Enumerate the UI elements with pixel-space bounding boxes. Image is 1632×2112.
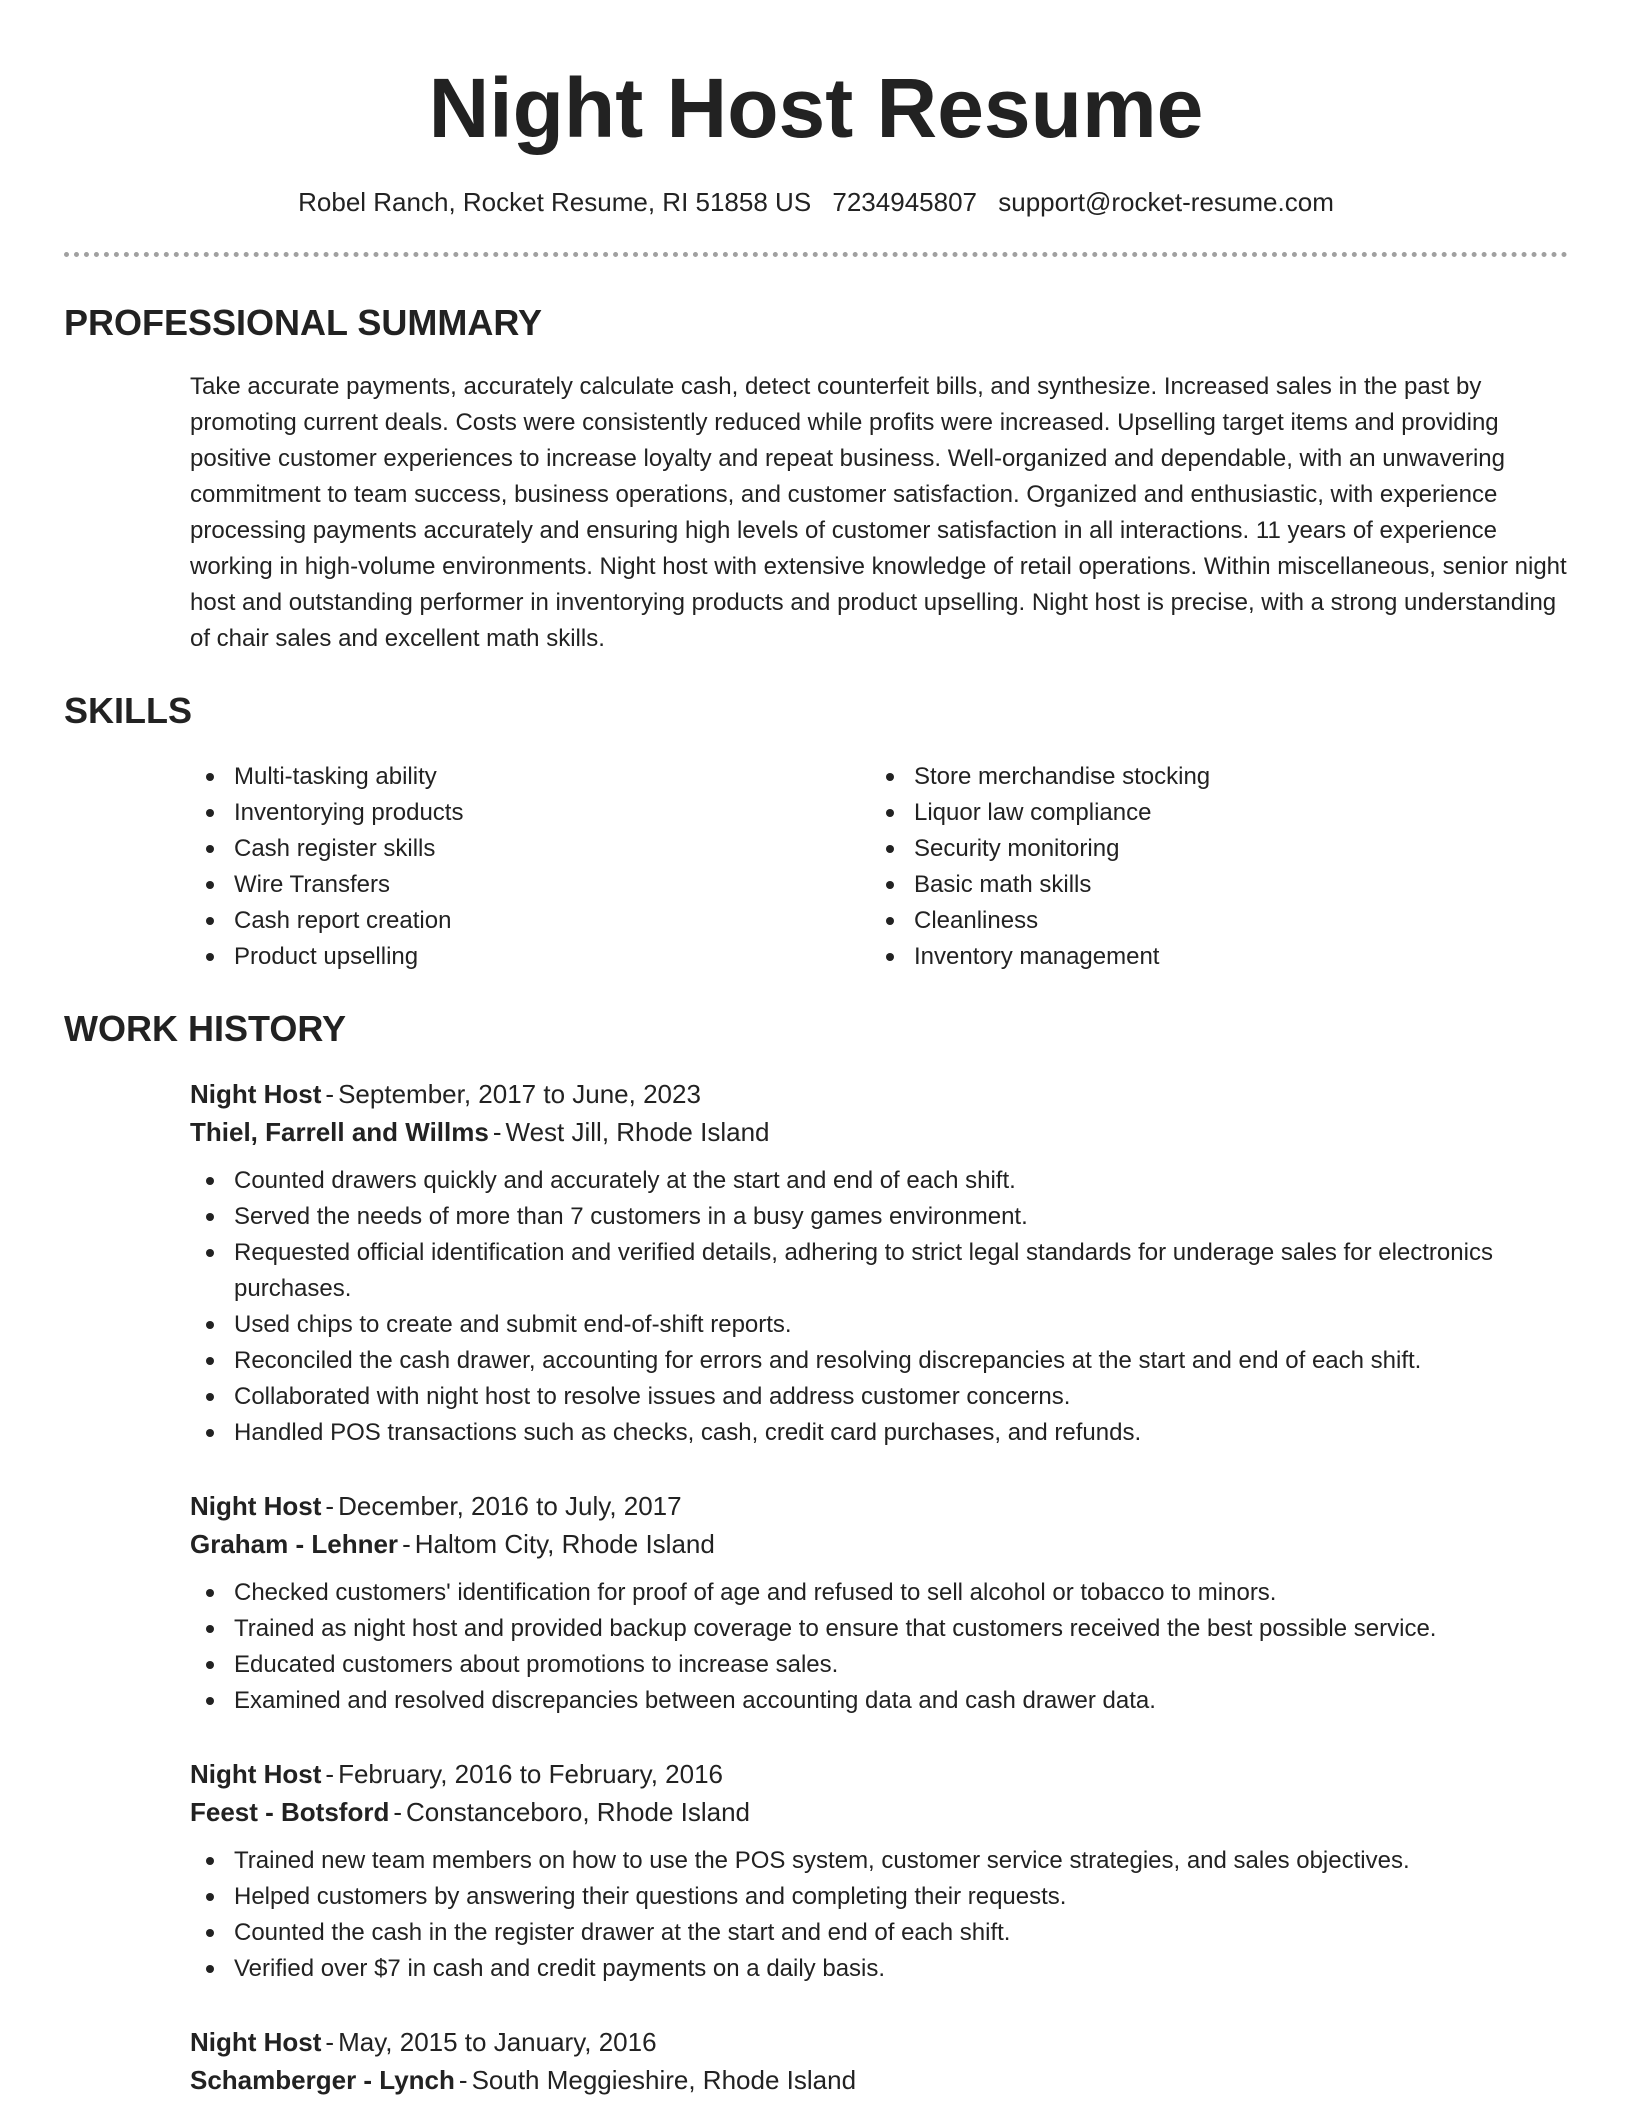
skill-item: Inventorying products xyxy=(190,795,870,831)
job-role: Night Host xyxy=(190,2027,322,2057)
job-duty-item: Verified over $7 in cash and credit payments on a daily basis. xyxy=(190,1951,1568,1987)
job-role: Night Host xyxy=(190,1759,322,1789)
job-separator: - xyxy=(325,1491,335,1521)
skill-item: Security monitoring xyxy=(870,831,1550,867)
job-dates: February, 2016 to February, 2016 xyxy=(338,1759,724,1789)
job-entry xyxy=(190,1487,1568,1719)
job-company-line xyxy=(190,1525,1568,1563)
job-duty-item: Requested official identification and verified details, adhering to strict legal standards for underage sales for electronics purchases. xyxy=(190,1235,1568,1307)
summary-text: Take accurate payments, accurately calculate cash, detect counterfeit bills, and synthesize. Increased sales in the past by promoting current deals. Costs were consistently reduced while profits were increased. Upselling target items and providing positive customer experiences to increase loyalty and repeat business. Well-organized and dependable, with an unwavering commitment to team success, business operations, and customer satisfaction. Organized and enthusiastic, with experience processing payments accurately and ensuring high levels of customer satisfaction in all interactions. 11 years of experience working in high-volume environments. Night host with extensive knowledge of retail operations. Within miscellaneous, senior night host and outstanding performer in inventorying products and product upselling. Night host is precise, with a strong understanding of chair sales and excellent math skills. xyxy=(190,373,1567,652)
job-role: Night Host xyxy=(190,1079,322,1109)
skill-item: Store merchandise stocking xyxy=(870,759,1550,795)
job-location: South Meggieshire, Rhode Island xyxy=(471,2065,857,2095)
skill-item: Basic math skills xyxy=(870,867,1550,903)
contact-address: Robel Ranch, Rocket Resume, RI 51858 US xyxy=(298,187,812,217)
job-dates: December, 2016 to July, 2017 xyxy=(338,1491,682,1521)
job-separator: - xyxy=(402,1529,411,1559)
skill-item: Cash register skills xyxy=(190,831,870,867)
job-company: Thiel, Farrell and Willms xyxy=(190,1117,489,1147)
job-title-line xyxy=(190,2023,1568,2061)
job-duty-item: Educated customers about promotions to increase sales. xyxy=(190,1647,1568,1683)
job-role: Night Host xyxy=(190,1491,322,1521)
skill-item: Inventory management xyxy=(870,939,1550,975)
job-separator: - xyxy=(325,2027,335,2057)
job-duties-list xyxy=(190,1163,1568,1451)
job-separator: - xyxy=(325,1079,335,1109)
job-entry xyxy=(190,2023,1568,2099)
job-company-line xyxy=(190,1793,1568,1831)
job-duty-item: Counted drawers quickly and accurately at the start and end of each shift. xyxy=(190,1163,1568,1199)
job-duties-list xyxy=(190,1575,1568,1719)
work-history-list xyxy=(190,1075,1568,2099)
work-history-heading: WORK HISTORY xyxy=(64,1008,347,1049)
job-entry xyxy=(190,1755,1568,1987)
contact-phone: 7234945807 xyxy=(832,187,977,217)
job-separator: - xyxy=(325,1759,335,1789)
summary-heading: PROFESSIONAL SUMMARY xyxy=(64,302,543,343)
skills-column-right xyxy=(870,759,1550,975)
skills-column-left xyxy=(190,759,870,975)
job-entry xyxy=(190,1075,1568,1451)
job-location: Haltom City, Rhode Island xyxy=(414,1529,715,1559)
job-title-line xyxy=(190,1075,1568,1113)
job-dates: May, 2015 to January, 2016 xyxy=(338,2027,657,2057)
job-duty-item: Trained new team members on how to use the POS system, customer service strategies, and sales objectives. xyxy=(190,1843,1568,1879)
header-divider xyxy=(64,252,1568,257)
job-duty-item: Checked customers' identification for proof of age and refused to sell alcohol or tobacco to minors. xyxy=(190,1575,1568,1611)
contact-email: support@rocket-resume.com xyxy=(998,187,1334,217)
job-company-line xyxy=(190,1113,1568,1151)
skill-item: Cleanliness xyxy=(870,903,1550,939)
job-company: Schamberger - Lynch xyxy=(190,2065,455,2095)
skill-item: Cash report creation xyxy=(190,903,870,939)
job-duties-list xyxy=(190,1843,1568,1987)
skills-heading: SKILLS xyxy=(64,690,193,731)
job-company-line xyxy=(190,2061,1568,2099)
job-duty-item: Counted the cash in the register drawer at the start and end of each shift. xyxy=(190,1915,1568,1951)
skill-item: Liquor law compliance xyxy=(870,795,1550,831)
job-duty-item: Collaborated with night host to resolve issues and address customer concerns. xyxy=(190,1379,1568,1415)
job-company: Graham - Lehner xyxy=(190,1529,399,1559)
skill-item: Wire Transfers xyxy=(190,867,870,903)
skill-item: Product upselling xyxy=(190,939,870,975)
skills-list xyxy=(190,759,1568,975)
job-duty-item: Helped customers by answering their questions and completing their requests. xyxy=(190,1879,1568,1915)
job-separator: - xyxy=(393,1797,403,1827)
job-company: Feest - Botsford xyxy=(190,1797,390,1827)
job-separator: - xyxy=(492,1117,502,1147)
job-duty-item: Served the needs of more than 7 customers in a busy games environment. xyxy=(190,1199,1568,1235)
job-duty-item: Used chips to create and submit end-of-shift reports. xyxy=(190,1307,1568,1343)
skill-item: Multi-tasking ability xyxy=(190,759,870,795)
job-duty-item: Handled POS transactions such as checks, cash, credit card purchases, and refunds. xyxy=(190,1415,1568,1451)
job-title-line xyxy=(190,1487,1568,1525)
job-title-line xyxy=(190,1755,1568,1793)
job-duty-item: Reconciled the cash drawer, accounting for errors and resolving discrepancies at the start and end of each shift. xyxy=(190,1343,1568,1379)
job-location: Constanceboro, Rhode Island xyxy=(406,1797,751,1827)
contact-line xyxy=(64,186,1568,218)
resume-title: Night Host Resume xyxy=(428,61,1204,155)
job-duty-item: Examined and resolved discrepancies between accounting data and cash drawer data. xyxy=(190,1683,1568,1719)
job-separator: - xyxy=(458,2065,468,2095)
job-duty-item: Trained as night host and provided backup coverage to ensure that customers received the best possible service. xyxy=(190,1611,1568,1647)
job-dates: September, 2017 to June, 2023 xyxy=(338,1079,701,1109)
job-location: West Jill, Rhode Island xyxy=(505,1117,770,1147)
